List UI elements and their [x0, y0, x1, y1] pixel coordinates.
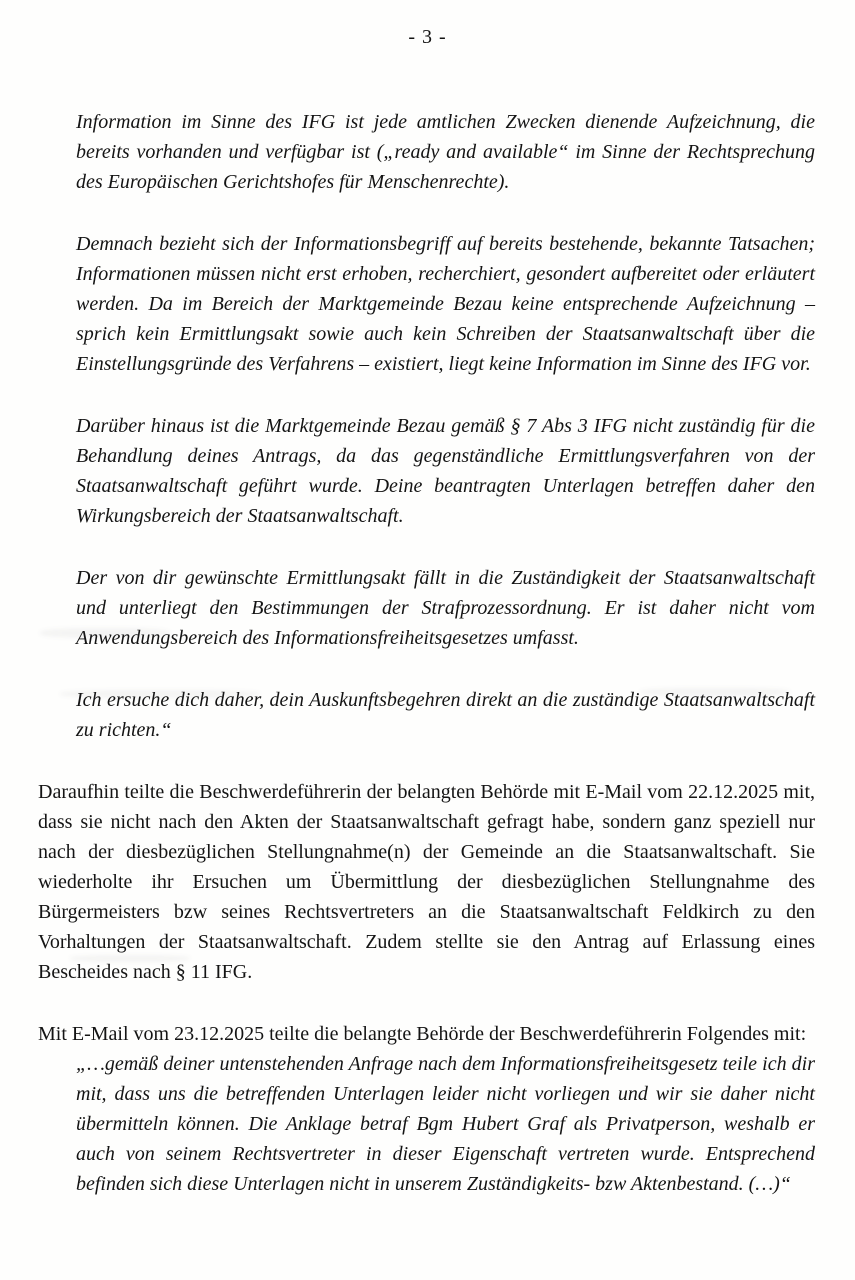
- quote-paragraph-unterlagen-nicht-vorliegend: „…gemäß deiner untenstehenden Anfrage nach dem Informationsfreiheitsgesetz teile ich dir mit, dass uns die betreffenden Unterlagen leider nicht vorliegen und wir sie daher nicht übermitteln können. Die Anklage betraf Bgm Hubert Graf als Privatperson, weshalb er auch von seinem Rechtsvertreter in dieser Eigenschaft vertreten wurde. Entsprechend befinden sich diese Unterlagen nicht in unserem Zuständigkeits- bzw Aktenbestand. (…)“: [76, 1053, 815, 1195]
- quoted-authority-reply-block-2: [76, 1049, 815, 1199]
- quote-paragraph-informationsbegriff: Demnach bezieht sich der Informationsbegriff auf bereits bestehende, bekannte Tatsachen; Informationen müssen nicht erst erhoben, recherchiert, gesondert aufbereitet oder erläutert werden. Da im Bereich der Marktgemeinde Bezau keine entsprechende Aufzeichnung – sprich kein Ermittlungsakt sowie auch kein Schreiben der Staatsanwaltschaft über die Einstellungsgründe des Verfahrens – existiert, liegt keine Information im Sinne des IFG vor.: [76, 233, 815, 375]
- quote-paragraph-information-definition: Information im Sinne des IFG ist jede amtlichen Zwecken dienende Aufzeichnung, die bereits vorhanden und verfügbar ist („ready and available“ im Sinne der Rechtsprechung des Europäischen Gerichtshofes für Menschenrechte).: [76, 111, 815, 193]
- body-paragraph-email-22-12-2025: Daraufhin teilte die Beschwerdeführerin der belangten Behörde mit E-Mail vom 22.12.2025 mit, dass sie nicht nach den Akten der Staatsanwaltschaft gefragt habe, sondern ganz speziell nur nach der diesbezüglichen Stellungnahme(n) der Gemeinde an die Staatsanwaltschaft. Sie wiederholte ihr Ersuchen um Übermittlung der diesbezüglichen Stellungnahme des Bürgermeisters bzw seines Rechtsvertreters an die Staatsanwaltschaft Feldkirch zu den Vorhaltungen der Staatsanwaltschaft. Zudem stellte sie den Antrag auf Erlassung eines Bescheides nach § 11 IFG.: [38, 781, 815, 983]
- quote-paragraph-ersuchen: Ich ersuche dich daher, dein Auskunftsbegehren direkt an die zuständige Staatsanwaltschaft zu richten.“: [76, 689, 815, 741]
- quote-paragraph-zustaendigkeit: Darüber hinaus ist die Marktgemeinde Bezau gemäß § 7 Abs 3 IFG nicht zuständig für die Behandlung deines Antrags, da das gegenständliche Ermittlungsverfahren von der Staatsanwaltschaft geführt wurde. Deine beantragten Unterlagen betreffen daher den Wirkungsbereich der Staatsanwaltschaft.: [76, 415, 815, 527]
- body-paragraph-email-23-12-2025: Mit E-Mail vom 23.12.2025 teilte die belangte Behörde der Beschwerdeführerin Folgendes mit:: [38, 1023, 807, 1045]
- page-number: - 3 -: [408, 26, 447, 48]
- document-content: [38, 107, 815, 1199]
- quoted-authority-reply-block: [76, 107, 815, 745]
- quote-paragraph-ermittlungsakt: Der von dir gewünschte Ermittlungsakt fällt in die Zuständigkeit der Staatsanwaltschaft und unterliegt den Bestimmungen der Strafprozessordnung. Er ist daher nicht vom Anwendungsbereich des Informationsfreiheitsgesetzes umfasst.: [76, 567, 815, 649]
